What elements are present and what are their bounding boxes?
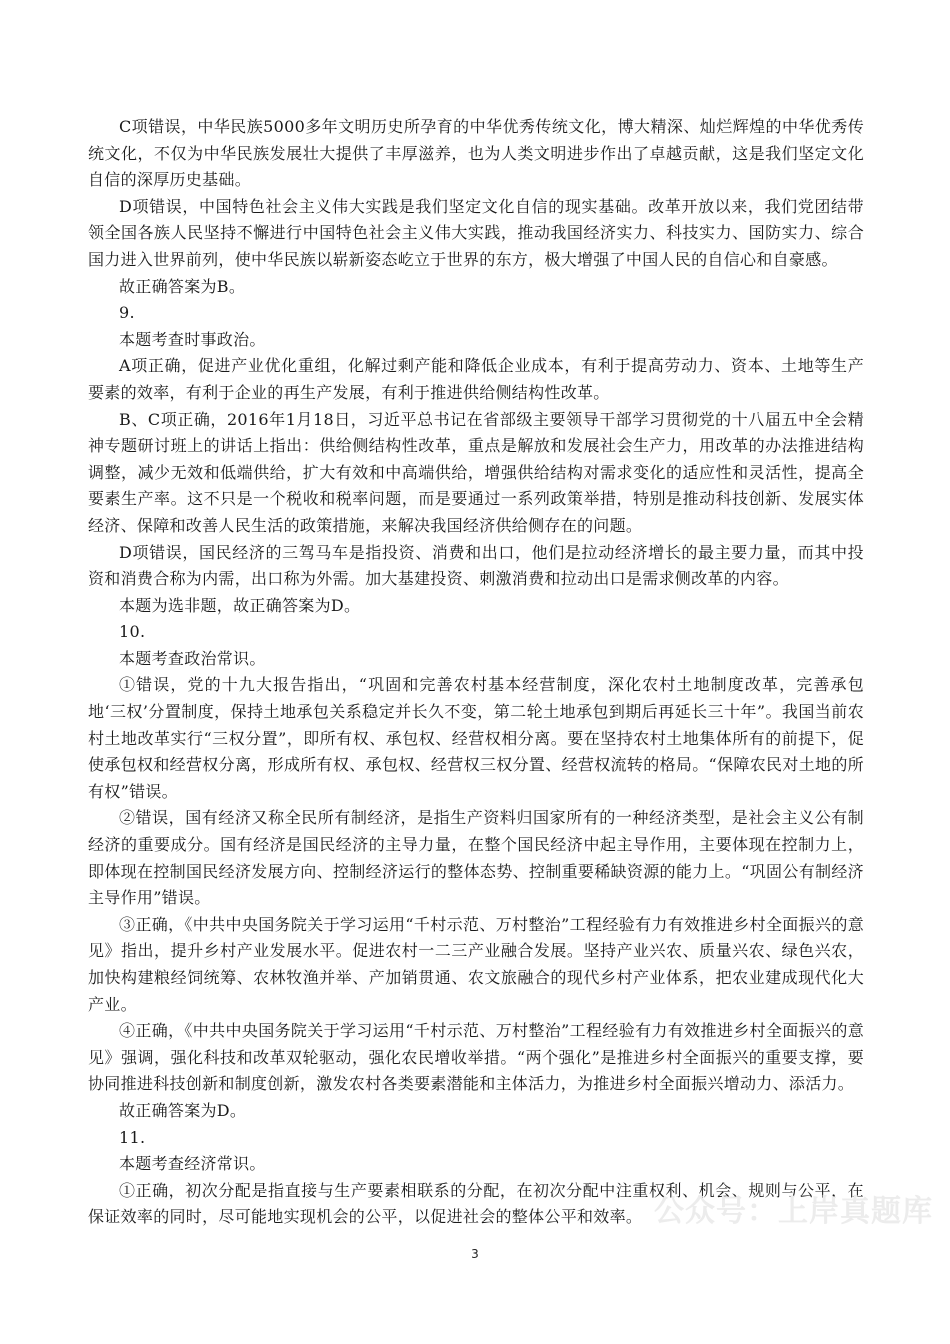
watermark: 公众号：上岸真题库 (654, 1194, 933, 1229)
question-number-10: 10. (119, 622, 146, 642)
answer-10: 故正确答案为D。 (119, 1100, 247, 1120)
question-number-11: 11. (119, 1127, 146, 1147)
paragraph-c-option: C项错误，中华民族5000多年文明历史所孕育的中华优秀传统文化，博大精深、灿烂辉煌的中华优秀传统文化，不仅为中华民族发展壮大提供了丰厚滋养，也为人类文明进步作出了卓越贡献，这是我们坚定文化自信的深厚历史基础。 (88, 117, 864, 190)
paragraph-11-1: ①正确，初次分配是指直接与生产要素相联系的分配，在初次分配中注重权利、机会、规则与公平，在保证效率的同时，尽可能地实现机会的公平，以促进社会的整体公平和效率。 (88, 1180, 864, 1227)
topic-10: 本题考查政治常识。 (119, 648, 266, 668)
paragraph-10-1: ①错误，党的十九大报告指出，“巩固和完善农村基本经营制度，深化农村土地制度改革，完善承包地‘三权’分置制度，保持土地承包关系稳定并长久不变，第二轮土地承包到期后再延长三十年”。我国当前农村土地改革实行“三权分置”，即所有权、承包权、经营权相分离。要在坚持农村土地集体所有的前提下，促使承包权和经营权分离，形成所有权、承包权、经营权三权分置、经营权流转的格局。“保障农民对土地的所有权”错误。 (88, 675, 864, 801)
document-body (88, 114, 864, 1231)
paragraph-d-option: D项错误，中国特色社会主义伟大实践是我们坚定文化自信的现实基础。改革开放以来，我们党团结带领全国各族人民坚持不懈进行中国特色社会主义伟大实践，推动我国经济实力、科技实力、国防实力、综合国力进入世界前列，使中华民族以崭新姿态屹立于世界的东方，极大增强了中国人民的自信心和自豪感。 (88, 196, 864, 269)
answer-8: 故正确答案为B。 (119, 276, 246, 296)
paragraph-9-d: D项错误，国民经济的三驾马车是指投资、消费和出口，他们是拉动经济增长的最主要力量，而其中投资和消费合称为内需，出口称为外需。加大基建投资、刺激消费和拉动出口是需求侧改革的内容。 (88, 542, 864, 589)
paragraph-10-3: ③正确，《中共中央国务院关于学习运用“千村示范、万村整治”工程经验有力有效推进乡村全面振兴的意见》指出，提升乡村产业发展水平。促进农村一二三产业融合发展。坚持产业兴农、质量兴农、绿色兴农，加快构建粮经饲统筹、农林牧渔并举、产加销贯通、农文旅融合的现代乡村产业体系，把农业建成现代化大产业。 (88, 914, 864, 1014)
question-number-9: 9. (119, 303, 135, 323)
paragraph-10-4: ④正确，《中共中央国务院关于学习运用“千村示范、万村整治”工程经验有力有效推进乡村全面振兴的意见》强调，强化科技和改革双轮驱动，强化农民增收举措。“两个强化”是推进乡村全面振兴的重要支撑，要协同推进科技创新和制度创新，激发农村各类要素潜能和主体活力，为推进乡村全面振兴增动力、添活力。 (88, 1021, 864, 1094)
paragraph-10-2: ②错误，国有经济又称全民所有制经济，是指生产资料归国家所有的一种经济类型，是社会主义公有制经济的重要成分。国有经济是国民经济的主导力量，在整个国民经济中起主导作用，主要体现在控制力上，即体现在控制国民经济发展方向、控制经济运行的整体态势、控制重要稀缺资源的能力上。“巩固公有制经济主导作用”错误。 (88, 808, 864, 908)
paragraph-9-a: A项正确，促进产业优化重组，化解过剩产能和降低企业成本，有利于提高劳动力、资本、土地等生产要素的效率，有利于企业的再生产发展，有利于推进供给侧结构性改革。 (88, 356, 864, 402)
page-number: 3 (471, 1247, 479, 1261)
paragraph-9-bc: B、C项正确，2016年1月18日，习近平总书记在省部级主要领导干部学习贯彻党的十八届五中全会精神专题研讨班上的讲话上指出：供给侧结构性改革，重点是解放和发展社会生产力，用改革的办法推进结构调整，减少无效和低端供给，扩大有效和中高端供给，增强供给结构对需求变化的适应性和灵活性，提高全要素生产率。这不只是一个税收和税率问题，而是要通过一系列政策举措，特别是推动科技创新、发展实体经济、保障和改善人民生活的政策措施，来解决我国经济供给侧存在的问题。 (88, 409, 864, 535)
topic-9: 本题考查时事政治。 (119, 329, 266, 349)
topic-11: 本题考查经济常识。 (119, 1154, 266, 1174)
answer-9: 本题为选非题，故正确答案为D。 (119, 595, 361, 615)
